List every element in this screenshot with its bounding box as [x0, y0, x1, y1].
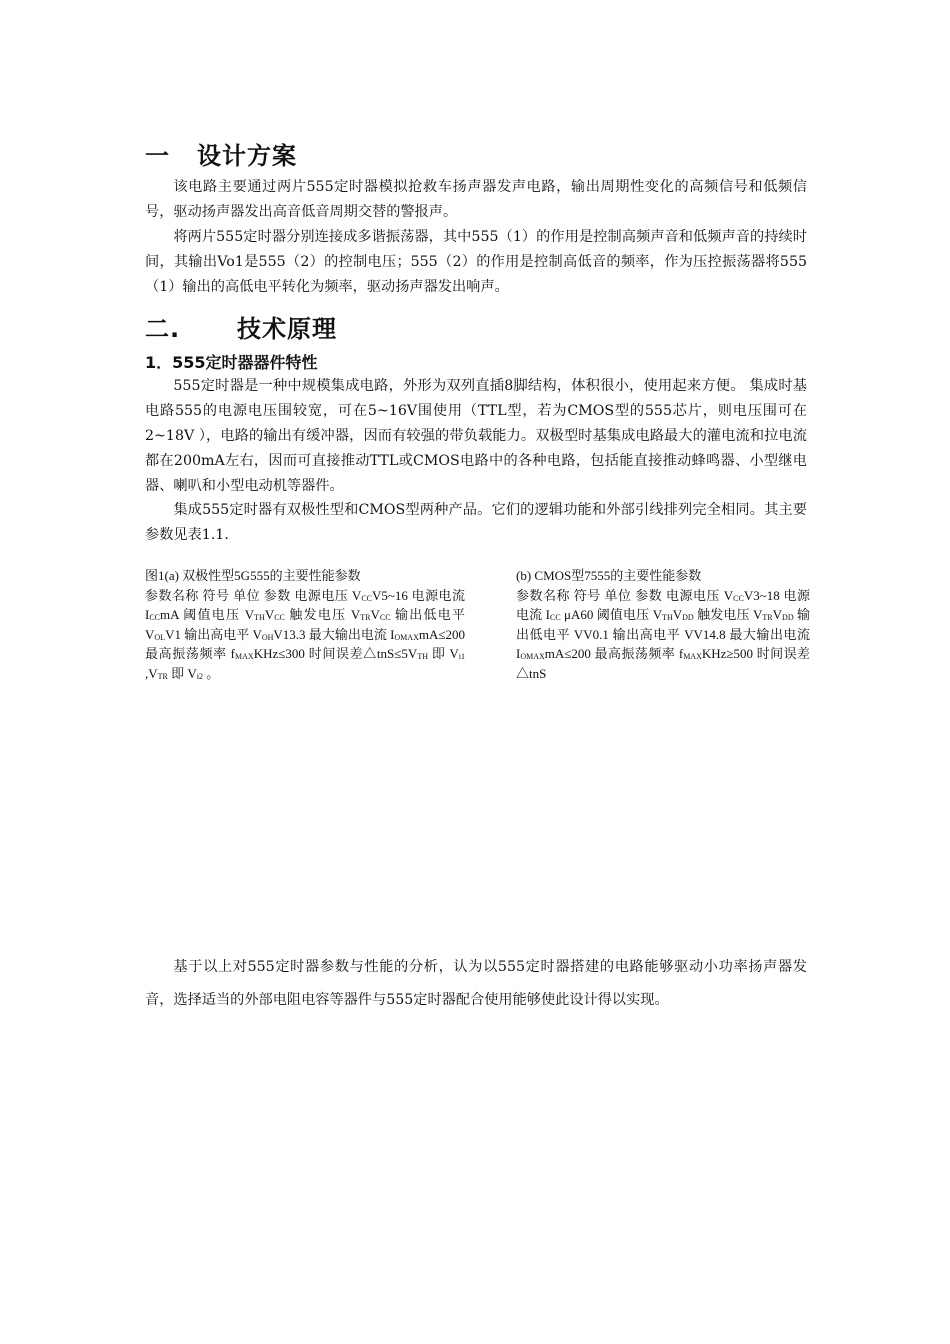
subsection-1-paragraph-2: 集成555定时器有双极性型和CMOS型两种产品。它们的逻辑功能和外部引线排列完全相同。其主要参数见表1.1.	[145, 502, 807, 543]
table-a-caption: 图1(a) 双极性型5G555的主要性能参数	[145, 568, 361, 583]
section-1-title: 设计方案	[197, 142, 297, 170]
section-1-paragraph-2: 将两片555定时器分别连接成多谐振荡器，其中555（1）的作用是控制高频声音和低频声音的持续时间，其输出Vo1是555（2）的控制电压；555（2）的作用是控制高低音的频率，作为压控振荡器将555（1）输出的高低电平转化为频率，驱动扬声器发出响声。	[145, 229, 807, 295]
section-2-heading	[145, 309, 337, 344]
table-a-params: 图1(a) 双极性型5G555的主要性能参数 参数名称 符号 单位 参数 电源电压 $V_{CC}V5\sim 16$ 电源电流 $I_{CC}mA$ 阈值电压 $V_{TH}V_{CC}$ 触发电压 $V_{TR}V_{CC}$ 输出低电平 $V_{OL}V1$ 输出高电平 $V_{OH}V13.3$ 最大输出电流 $I_{OMAX}mA\le 200$ 最高振荡频率 $f_{MAX}KHz\le 300$ 时间误差$\triangle tnS\le 5V_{TH}$ 即 $V_{i1}$ $,V_{TR}$ 即 $V_{i2}$ 。	[145, 568, 466, 681]
section-2-title: 技术原理	[237, 315, 337, 343]
table-b-caption: (b) CMOS型7555的主要性能参数	[516, 568, 702, 583]
subsection-1-paragraph-1: 555定时器是一种中规模集成电路，外形为双列直插8脚结构，体积很小，使用起来方便。 集成时基电路555的电源电压围较宽，可在5~16V围使用（TTL型，若为CMOS型的555芯片，则电压围可在2~18V ），电路的输出有缓冲器，因而有较强的带负载能力。双极型时基集成电路最大的灌电流和拉电流都在200mA左右，因而可直接推动TTL或CMOS电路中的各种电路，包括能直接推动蜂鸣器、小型继电器、喇叭和小型电动机等器件。	[145, 378, 807, 494]
table-b-params: (b) CMOS型7555的主要性能参数 参数名称 符号 单位 参数 电源电压 $V_{CC}V3\sim 18$ 电源电流 $I_{CC}$ μA60 阈值电压 $V_{TH}V_{DD}$ 触发电压 $V_{TR}V_{DD}$ 输出低电平 VV0.1 输出高电平 VV14.8 最大输出电流 $I_{OMAX}mA\le 200$ 最高振荡频率 $f_{MAX}KHz\ge 500$ 时间误差△tnS	[516, 568, 811, 681]
conclusion-paragraph: 基于以上对555定时器参数与性能的分析，认为以555定时器搭建的电路能够驱动小功率扬声器发音，选择适当的外部电阻电容等器件与555定时器配合使用能够使此设计得以实现。	[145, 959, 807, 1008]
subsection-1-title: 1．555定时器器件特性	[145, 353, 318, 372]
section-2-number: 二.	[145, 315, 181, 343]
section-1-number: 一	[145, 142, 170, 170]
section-1-heading	[145, 136, 297, 171]
section-1-paragraph-1: 该电路主要通过两片555定时器模拟抢救车扬声器发声电路，输出周期性变化的高频信号和低频信号，驱动扬声器发出高音低音周期交替的警报声。	[145, 179, 807, 220]
